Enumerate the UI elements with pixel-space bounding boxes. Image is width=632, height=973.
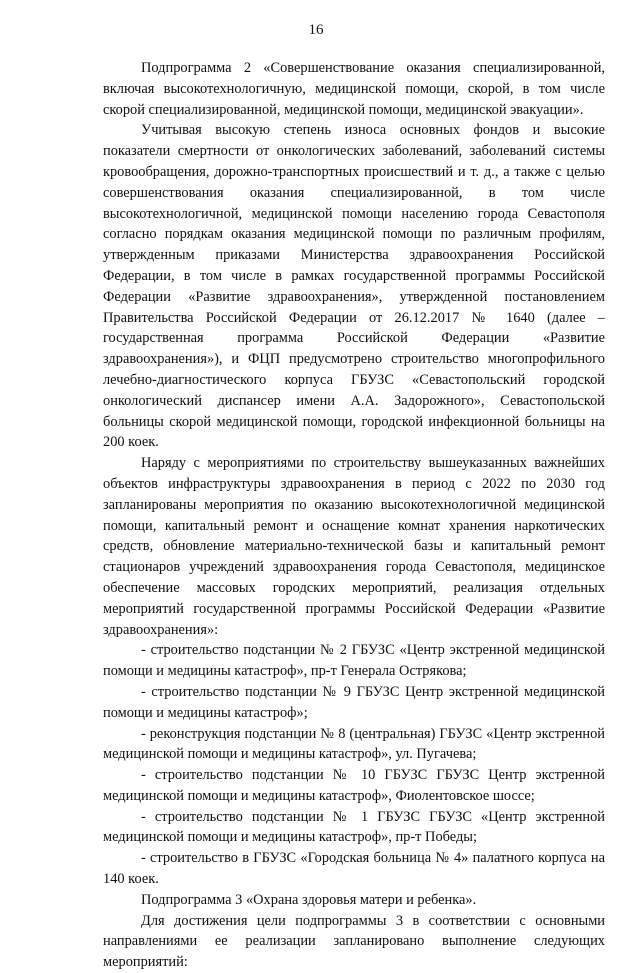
list-item: - строительство подстанции № 2 ГБУЗС «Центр экстренной медицинской помощи и медицины катастроф», пр-т Генерала Острякова; [103,642,605,680]
body-paragraph: Учитывая высокую степень износа основных фондов и высокие показатели смертности от онкологических заболеваний, заболеваний системы кровообращения, дорожно-транспортных происшествий и т. д., а также с целью совершенствования оказания специализированной, в том числе высокотехнологичной, медицинской помощи населению города Севастополя согласно порядкам оказания медицинской помощи по различным профилям, утвержденным приказами Министерства здравоохранения Российской Федерации, в том числе в рамках государственной программы Российской Федерации «Развитие здравоохранения», утвержденной постановлением Правительства Российской Федерации от 26.12.2017 № 1640 (далее – государственная программа Российской Федерации «Развитие здравоохранения»), и ФЦП предусмотрено строительство многопрофильного лечебно-диагностического корпуса ГБУЗС «Севастопольский городской онкологический диспансер имени А.А. Задорожного», Севастопольской больницы скорой медицинской помощи, городской инфекционной больницы на 200 коек. [103,122,605,451]
list-item: - строительство в ГБУЗС «Городская больница № 4» палатного корпуса на 140 коек. [103,850,605,888]
body-paragraph: Наряду с мероприятиями по строительству вышеуказанных важнейших объектов инфраструктуры здравоохранения в период с 2022 по 2030 год запланированы мероприятия по оказанию высокотехнологичной медицинской помощи, капитальный ремонт и оснащение комнат хранения наркотических средств, обновление материально-технической базы и капитальный ремонт стационаров учреждений здравоохранения города Севастополя, медицинское обеспечение массовых городских мероприятий, реализация отдельных мероприятий государственной программы Российской Федерации «Развитие здравоохранения»: [103,455,605,638]
list-item: - строительство подстанции № 10 ГБУЗС ГБУЗС Центр экстренной медицинской помощи и медицины катастроф», Фиолентовское шоссе; [103,767,605,804]
subprogram-3-heading: Подпрограмма 3 «Охрана здоровья матери и ребенка». [141,891,477,908]
list-item: - строительство подстанции № 9 ГБУЗС Центр экстренной медицинской помощи и медицины катастроф»; [103,683,605,721]
list-item: - строительство подстанции № 1 ГБУЗС ГБУЗС «Центр экстренной медицинской помощи и медицины катастроф», пр-т Победы; [103,808,605,846]
page-number: 16 [308,22,324,38]
document-body [103,58,605,973]
subprogram-2-heading: Подпрограмма 2 «Совершенствование оказания специализированной, включая высокотехнологичную, медицинской помощи, скорой, в том числе скорой специализированной, медицинской помощи, медицинской эвакуации». [103,60,605,118]
body-paragraph: Для достижения цели подпрограммы 3 в соответствии с основными направлениями ее реализации запланировано выполнение следующих мероприятий: [103,912,605,971]
list-item: - реконструкция подстанции № 8 (центральная) ГБУЗС «Центр экстренной медицинской помощи и медицины катастроф», ул. Пугачева; [103,725,605,763]
